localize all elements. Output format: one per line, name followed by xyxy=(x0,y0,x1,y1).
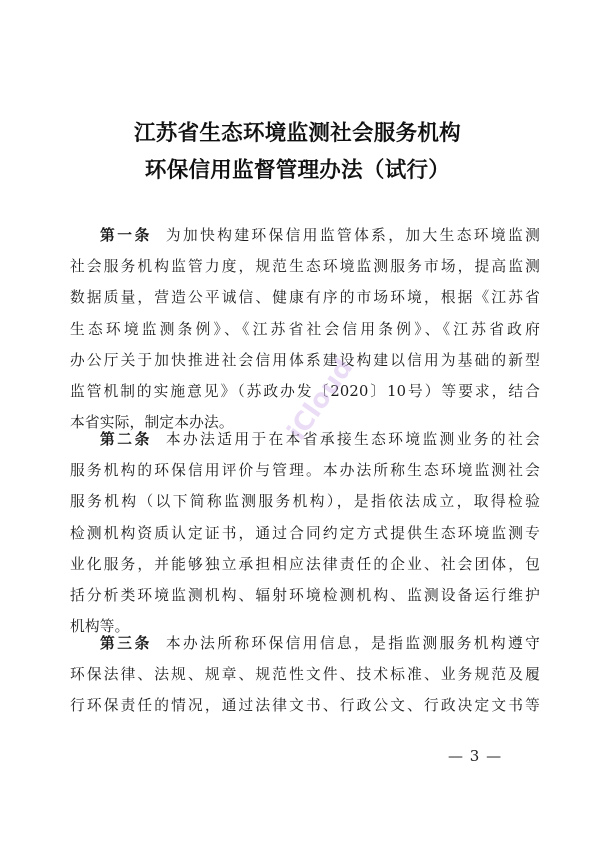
paragraph-line: 服务机构的环保信用评价与管理。本办法所称生态环境监测社会 xyxy=(70,462,540,480)
paragraph-line: 数据质量，营造公平诚信、健康有序的市场环境，根据《江苏省 xyxy=(70,289,540,307)
article-3-paragraph xyxy=(70,628,540,722)
document-title-line-1: 江苏省生态环境监测社会服务机构 xyxy=(133,121,461,146)
paragraph-line: 社会服务机构监管力度，规范生态环境监测服务市场，提高监测 xyxy=(70,258,540,276)
paragraph-line xyxy=(70,628,540,659)
paragraph-line: 机构等。 xyxy=(70,618,130,636)
paragraph-line xyxy=(70,424,540,455)
line-text: 为加快构建环保信用监管体系，加大生态环境监测 xyxy=(165,227,541,244)
paragraph-line: 业化服务，并能够独立承担相应法律责任的企业、社会团体，包 xyxy=(70,555,540,573)
paragraph-line: 监管机制的实施意见》（苏政办发〔2020〕10号）等要求，结合 xyxy=(70,382,540,400)
paragraph-line: 本省实际，制定本办法。 xyxy=(70,414,234,432)
article-heading: 第一条 xyxy=(100,227,152,244)
page-number: — 3 — xyxy=(448,747,503,765)
paragraph-line: 服务机构（以下简称监测服务机构），是指依法成立，取得检验 xyxy=(70,493,540,511)
paragraph-line: 行环保责任的情况，通过法律文书、行政公文、行政决定文书等 xyxy=(70,697,540,715)
document-title-line-2: 环保信用监督管理办法（试行） xyxy=(144,158,451,183)
line-text: 本办法所称环保信用信息，是指监测服务机构遵守 xyxy=(165,635,541,652)
article-1-paragraph xyxy=(70,220,540,438)
paragraph-line: 环保法律、法规、规章、规范性文件、技术标准、业务规范及履 xyxy=(70,666,540,684)
watermark-text: iCloud xyxy=(281,353,360,446)
paragraph-line: 括分析类环境监测机构、辐射环境检测机构、监测设备运行维护 xyxy=(70,586,540,604)
paragraph-line: 办公厅关于加快推进社会信用体系建设构建以信用为基础的新型 xyxy=(70,351,540,369)
article-2-paragraph xyxy=(70,424,540,642)
paragraph-line xyxy=(70,220,540,251)
article-heading: 第二条 xyxy=(100,431,152,448)
paragraph-line: 检测机构资质认定证书，通过合同约定方式提供生态环境监测专 xyxy=(70,524,540,542)
paragraph-line: 生态环境监测条例》、《江苏省社会信用条例》、《江苏省政府 xyxy=(70,320,540,338)
line-text: 本办法适用于在本省承接生态环境监测业务的社会 xyxy=(165,431,541,448)
article-heading: 第三条 xyxy=(100,635,152,652)
